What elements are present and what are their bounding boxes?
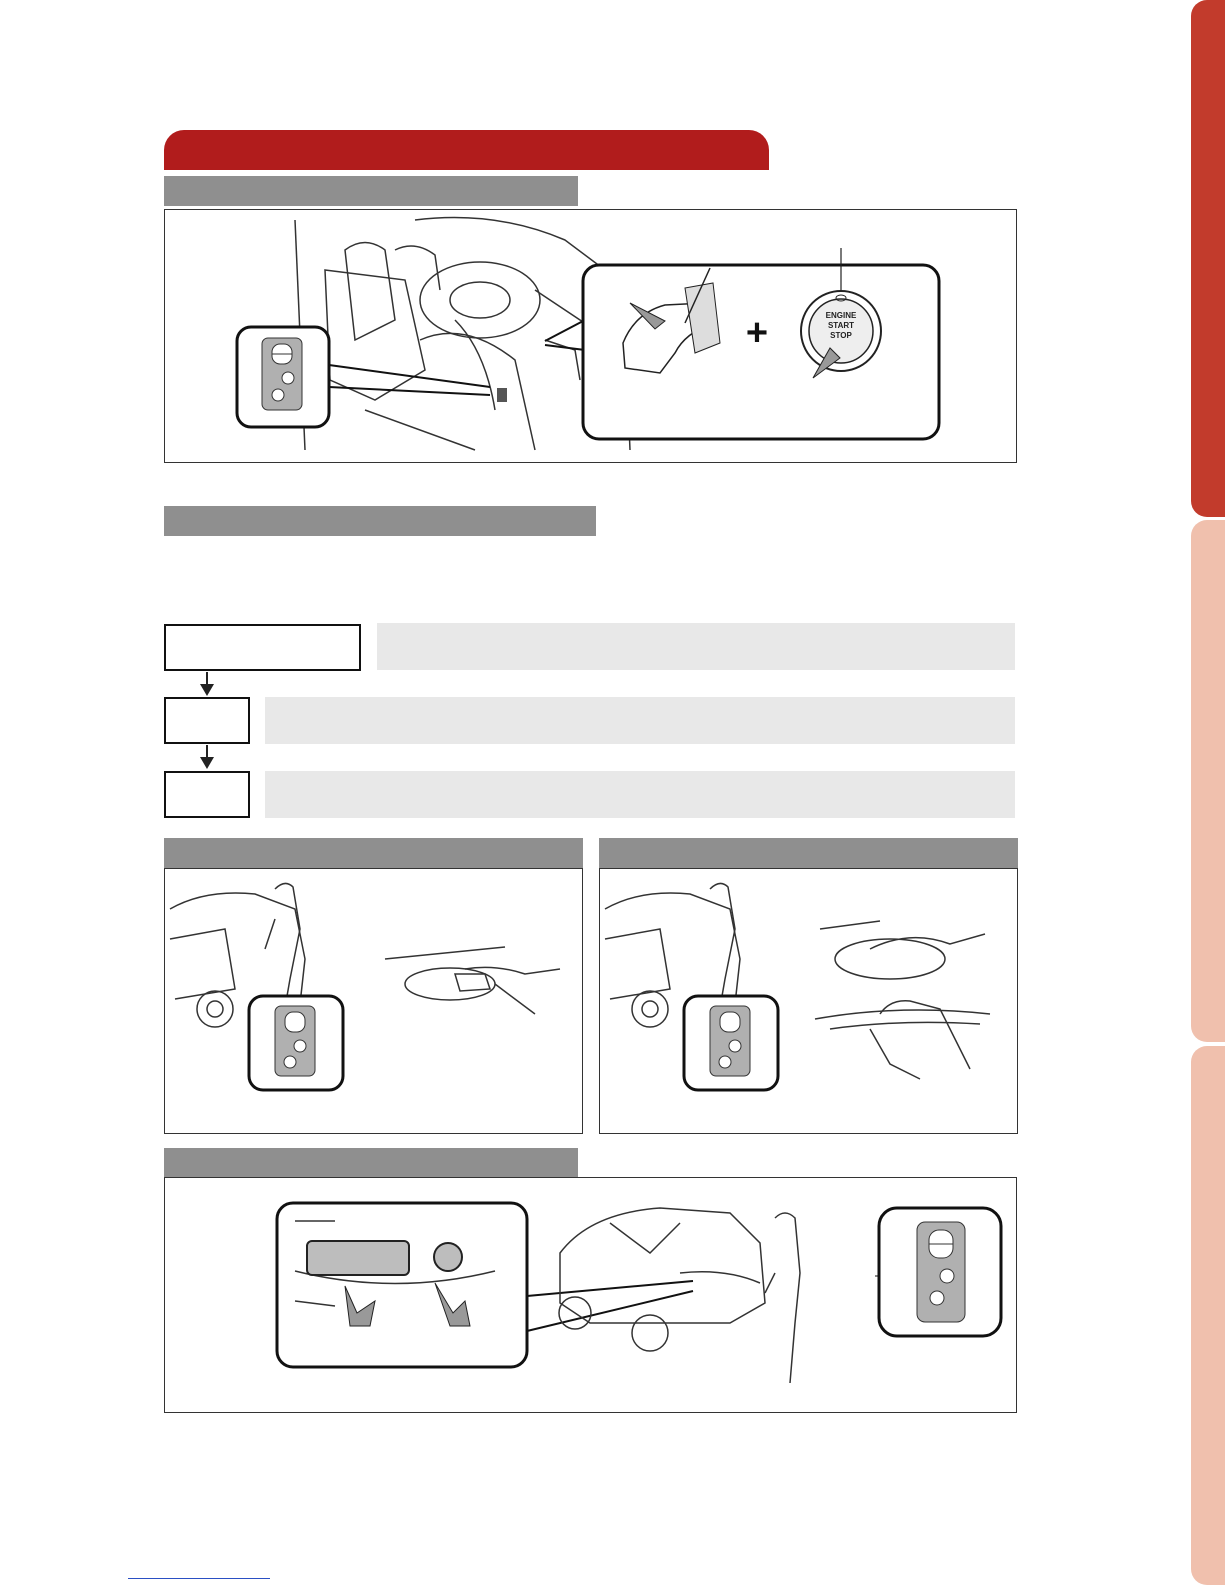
back-door-subhead (164, 1148, 578, 1178)
footer-link-underline (128, 1578, 270, 1579)
unlock-illustration-panel (164, 868, 583, 1134)
start-label: START (827, 321, 855, 330)
entry-subhead (164, 506, 596, 536)
plus-sign: + (745, 312, 769, 354)
key-location-marker (497, 388, 507, 402)
flow-step-1-box (164, 624, 361, 671)
key-fob-back-door-inset (875, 1206, 1005, 1341)
side-tab-current[interactable] (1191, 0, 1225, 517)
side-tab-3[interactable] (1191, 1046, 1225, 1585)
unlock-subhead (164, 838, 583, 868)
lock-subhead (599, 838, 1018, 868)
lock-sensor-touch-illustration (810, 919, 1010, 1099)
start-illustration-panel (164, 209, 1017, 463)
key-fob-lock-inset (682, 994, 782, 1094)
key-fob-inset (235, 325, 495, 430)
flow-step-3-box (164, 771, 250, 818)
stop-label: STOP (830, 331, 852, 340)
engine-label: ENGINE (825, 311, 857, 320)
side-tab-2[interactable] (1191, 520, 1225, 1042)
flow-step-1-bar (377, 623, 1015, 670)
flow-step-3-bar (265, 771, 1015, 818)
flow-step-2-bar (265, 697, 1015, 744)
flow-step-2-box (164, 697, 250, 744)
starting-subhead (164, 176, 578, 206)
brake-and-start-inset (545, 243, 1015, 443)
car-rear-illustration (550, 1193, 830, 1393)
section-title-bar (164, 130, 769, 170)
key-fob-unlock-inset (247, 994, 347, 1094)
door-handle-grip-illustration (385, 929, 565, 1029)
flow-arrow-2 (200, 745, 214, 769)
back-door-illustration-panel (164, 1177, 1017, 1413)
lock-illustration-panel (599, 868, 1018, 1134)
flow-arrow-1 (200, 672, 214, 696)
